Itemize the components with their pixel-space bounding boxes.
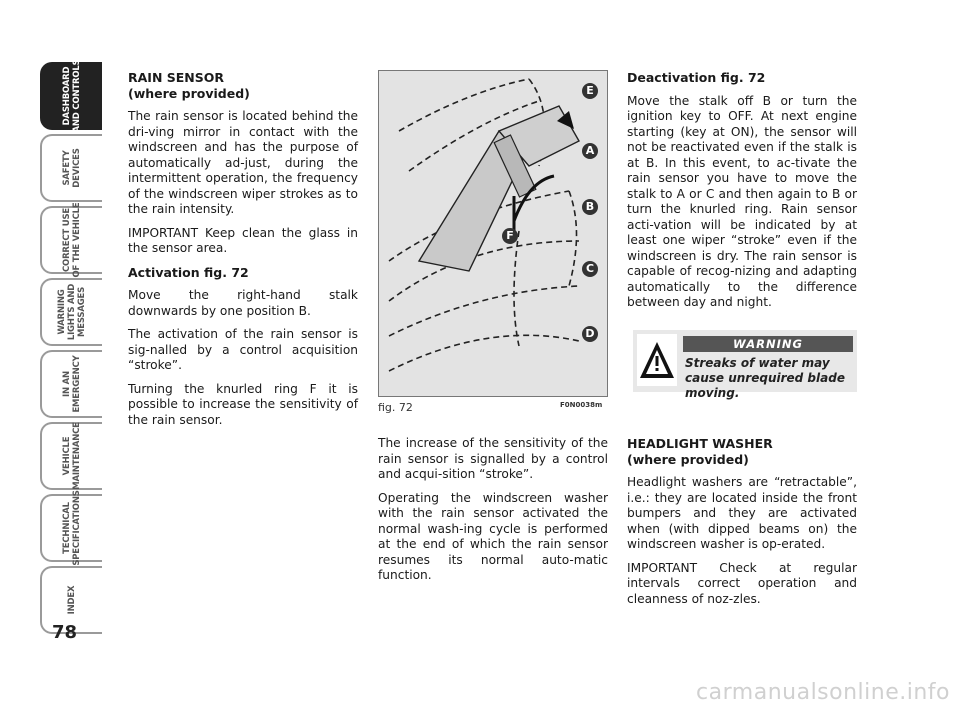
- watermark: carmanualsonline.info: [696, 680, 950, 705]
- warning-box: [633, 330, 857, 400]
- tab-label: TECHNICAL SPECIFICATIONS: [62, 490, 82, 566]
- column-right: [627, 70, 857, 319]
- deactivation-heading: Deactivation fig. 72: [627, 70, 766, 85]
- paragraph: The activation of the rain sensor is sig-nalled by a control acquisition “stroke”.: [128, 327, 358, 372]
- figure-72-stalk-illustration: [378, 70, 608, 397]
- heading-line: (where provided): [627, 451, 749, 467]
- column-left: [128, 70, 358, 436]
- heading-line: HEADLIGHT WASHER: [627, 436, 773, 451]
- rain-sensor-heading: [128, 70, 358, 101]
- warning-title: WARNING: [683, 336, 853, 352]
- label-d-badge: D: [582, 326, 598, 342]
- label-b-badge: B: [582, 199, 598, 215]
- tab-label: VEHICLE MAINTENANCE: [62, 422, 82, 490]
- section-tabs: [40, 59, 104, 638]
- paragraph: Turning the knurled ring F it is possible to increase the sensitivity of the rain sensor.: [128, 381, 358, 427]
- tab-technical-specifications[interactable]: [40, 490, 102, 566]
- heading-line: (where provided): [128, 85, 250, 101]
- paragraph: Headlight washers are “retractable”, i.e.: they are located inside the front bumpers and they are activated when (with dipped beams on) the windscreen washer is op-erated.: [627, 475, 857, 551]
- warning-text: Streaks of water may cause unrequired blade moving.: [685, 356, 845, 400]
- label-e-badge: E: [582, 83, 598, 99]
- tab-in-an-emergency[interactable]: [40, 350, 102, 418]
- tab-vehicle-maintenance[interactable]: [40, 422, 102, 490]
- paragraph: Operating the windscreen washer with the rain sensor activated the normal wash-ing cycle is performed at the end of which the rain sensor resumes its normal auto-matic function.: [378, 490, 608, 582]
- paragraph: The increase of the sensitivity of the rain sensor is signalled by a control and acqui-sition “stroke”.: [378, 436, 608, 481]
- label-f-badge: F: [502, 228, 518, 244]
- paragraph: The rain sensor is located behind the dri-ving mirror in contact with the windscreen and has the purpose of automatically ad-just, during the intermittent operation, the frequency of the windscreen wiper strokes as to the rain intensity.: [128, 109, 358, 216]
- activation-heading: Activation fig. 72: [128, 264, 249, 280]
- tab-label: INDEX: [67, 585, 77, 615]
- figure-code: F0N0038m: [560, 401, 603, 409]
- paragraph: Move the right-hand stalk downwards by one position B.: [128, 288, 358, 318]
- warning-triangle-icon: [637, 334, 677, 386]
- column-right-lower: [627, 436, 857, 615]
- paragraph: IMPORTANT Keep clean the glass in the sensor area.: [128, 225, 358, 255]
- tab-label: WARNING LIGHTS AND MESSAGES: [57, 283, 87, 341]
- label-c-badge: C: [582, 261, 598, 277]
- column-middle-text: [378, 436, 608, 592]
- heading-line: RAIN SENSOR: [128, 70, 225, 85]
- tab-warning-lights[interactable]: [40, 278, 102, 346]
- paragraph: IMPORTANT Check at regular intervals correct operation and cleanness of noz-zles.: [627, 560, 857, 606]
- tab-label: CORRECT USE OF THE VEHICLE: [62, 202, 82, 278]
- tab-dashboard-and-controls[interactable]: [40, 59, 102, 133]
- tab-safety-devices[interactable]: [40, 134, 102, 202]
- paragraph: Move the stalk off B or turn the ignition key to OFF. At next engine starting (key at ON), the sensor will not be reactivated even if the stalk is at B. In this event, to ac-tivate the rain sensor you have to move the stalk to A or C and then again to B or turn the knurled ring. Rain sensor acti-vation will be indicated by at least one wiper “stroke” even if the windscreen is dry. The rain sensor is capable of recog-nizing and adapting automatically to the difference between day and night.: [627, 93, 857, 309]
- page-number: 78: [52, 622, 78, 643]
- label-a-badge: A: [582, 143, 598, 159]
- tab-correct-use[interactable]: [40, 202, 102, 278]
- stalk-diagram: [379, 71, 607, 396]
- tab-label: IN AN EMERGENCY: [62, 355, 82, 413]
- figure-caption: fig. 72: [378, 401, 413, 414]
- headlight-washer-heading: [627, 436, 857, 467]
- tab-label: DASHBOARD AND CONTROLS: [62, 59, 82, 133]
- tab-label: SAFETY DEVICES: [62, 148, 82, 188]
